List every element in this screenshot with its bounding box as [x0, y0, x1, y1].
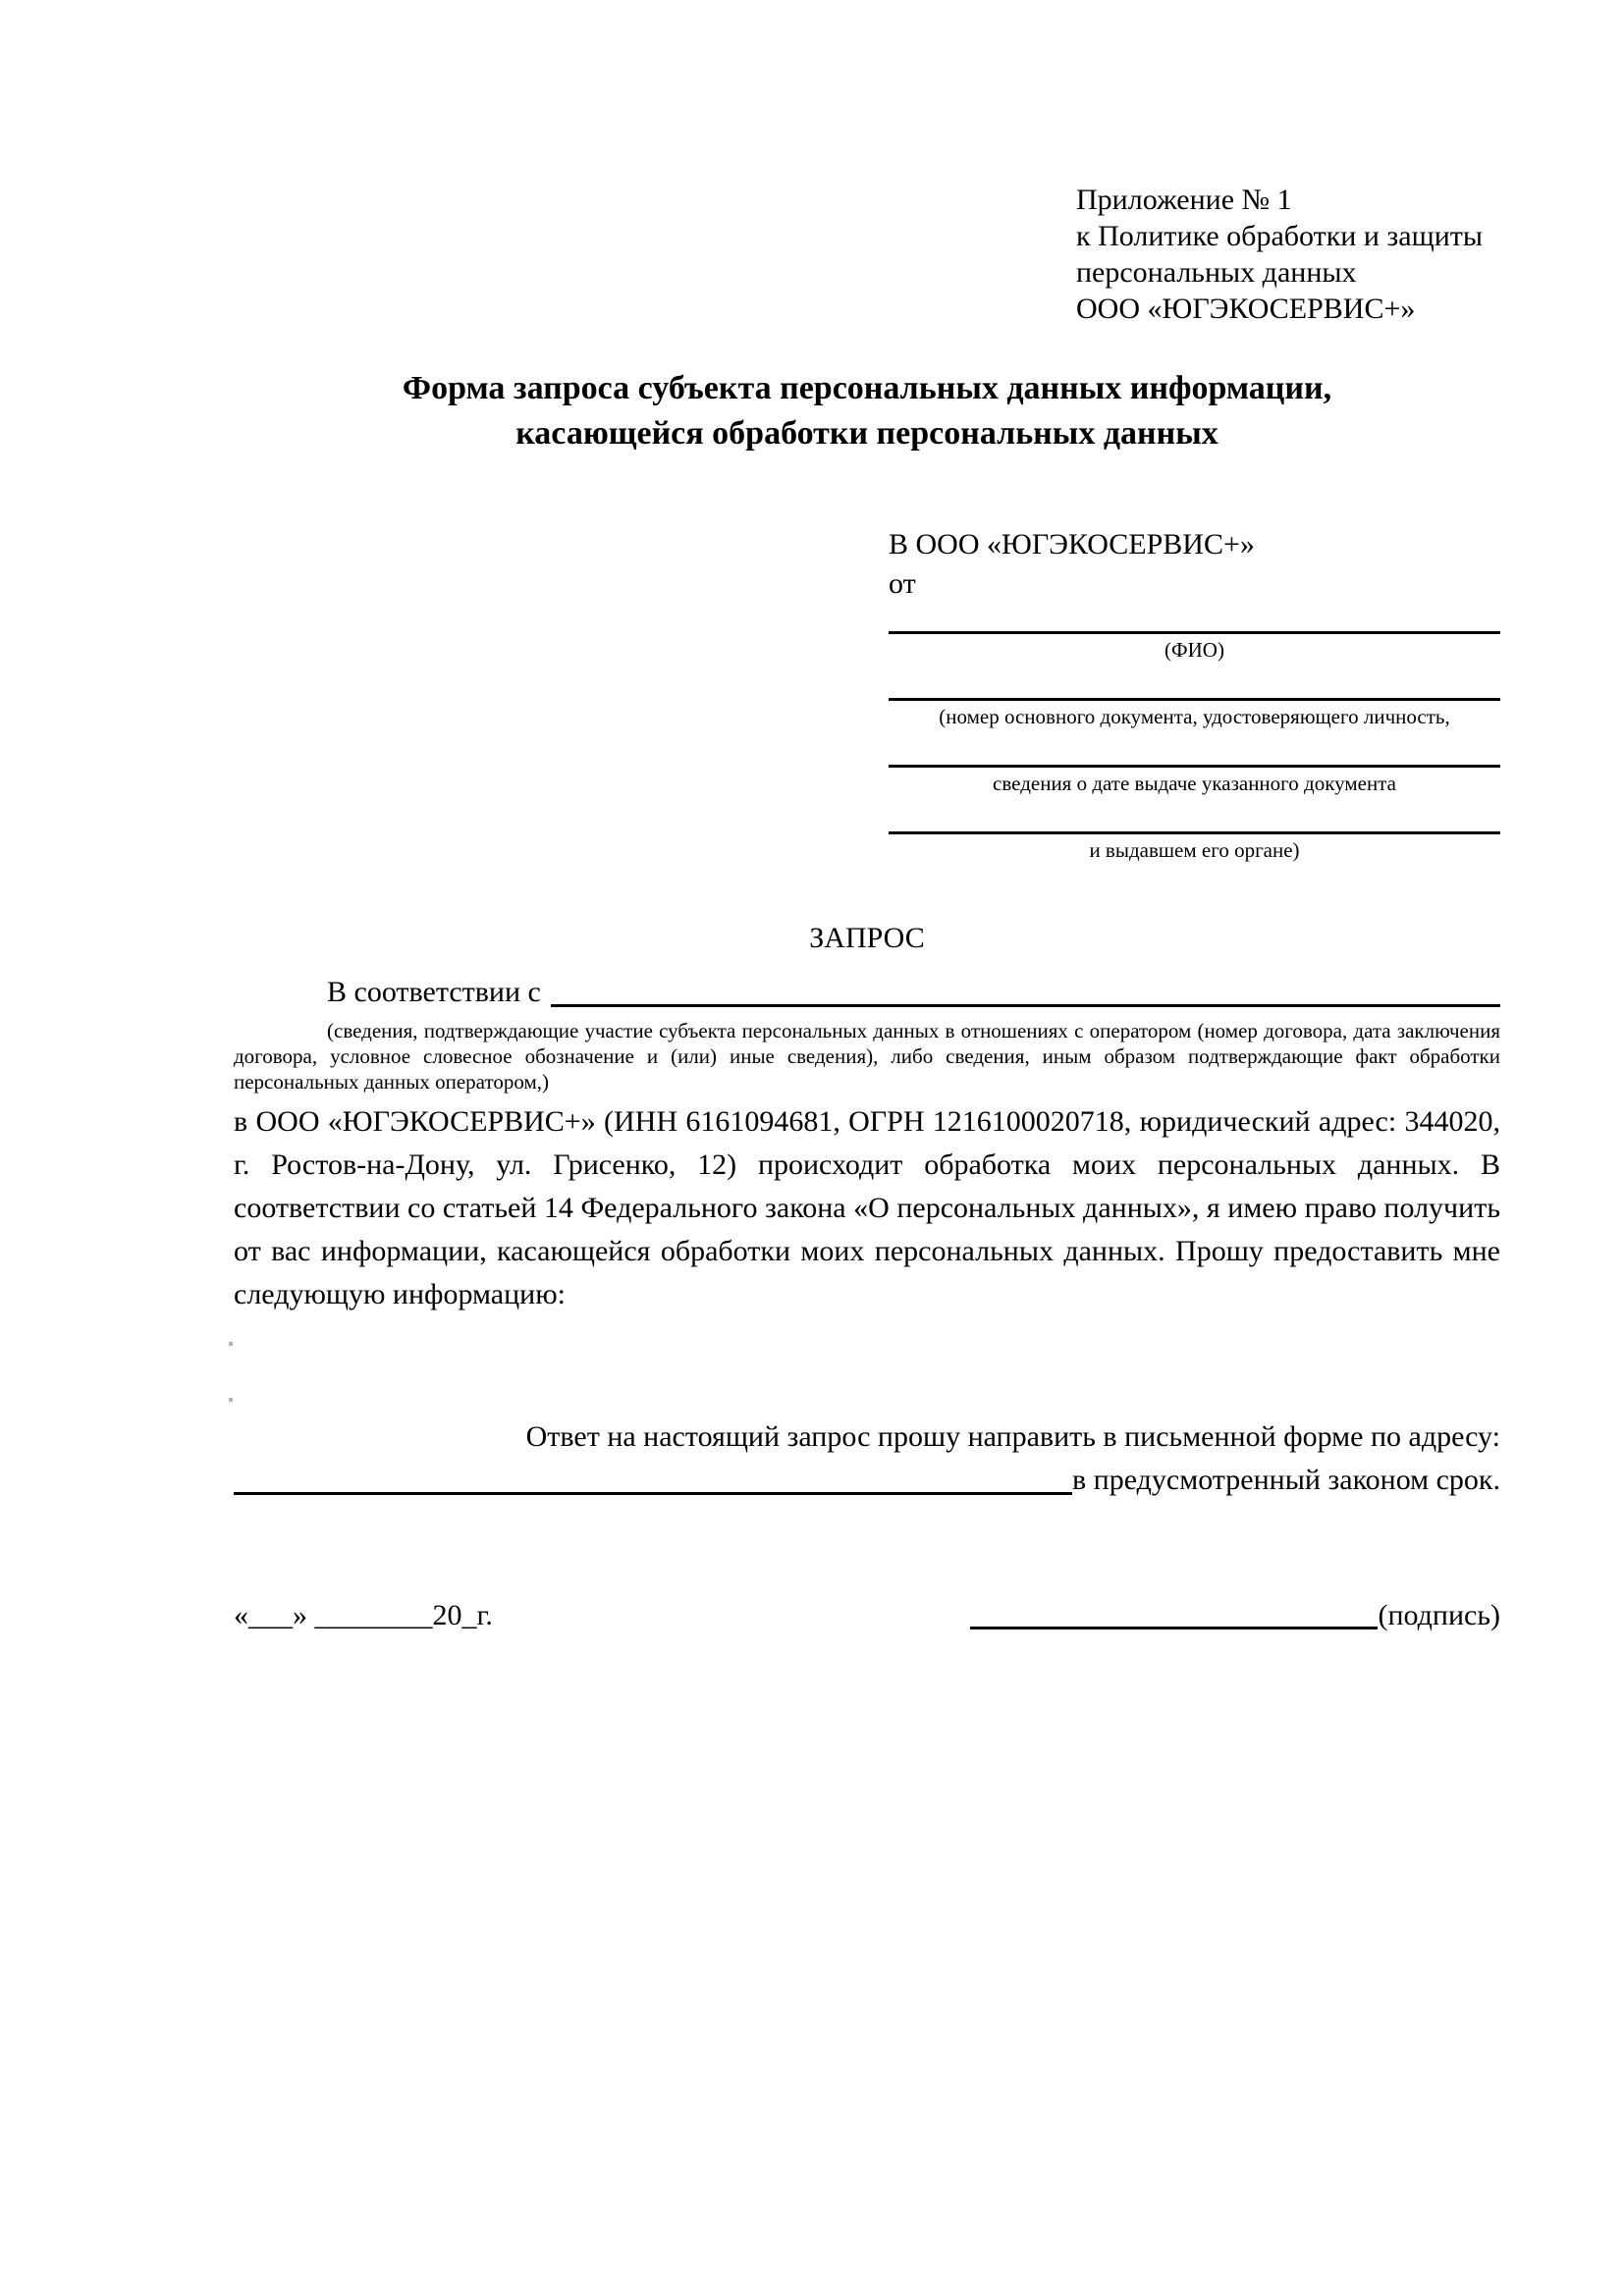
id-document-number-field [889, 684, 1500, 729]
request-intro-line [234, 973, 1500, 1012]
signature-area [970, 1596, 1500, 1635]
annex-line: Приложение № 1 [1076, 184, 1292, 216]
bullet-dot-icon [229, 1398, 233, 1402]
answer-address-line [234, 1459, 1500, 1502]
issue-date-caption: сведения о дате выдаче указанного документа [993, 772, 1396, 795]
id-document-number-blank-line [889, 684, 1500, 701]
fio-field [889, 617, 1500, 663]
annex-line: к Политике обработки и защиты [1076, 220, 1484, 252]
issuing-authority-field [889, 818, 1500, 863]
signature-caption: (подпись) [1378, 1599, 1500, 1631]
issuing-authority-caption: и выдавшем его органе) [1089, 838, 1300, 862]
page-title-line: Форма запроса субъекта персональных данных информации, [402, 370, 1332, 406]
bullet-dot-icon [229, 1342, 233, 1346]
page-title [234, 366, 1500, 456]
annex-line: ООО «ЮГЭКОСЕРВИС+» [1076, 293, 1416, 325]
id-document-number-caption: (номер основного документа, удостоверяющего личность, [939, 705, 1450, 728]
page-title-line: касающейся обработки персональных данных [515, 415, 1218, 452]
request-heading: ЗАПРОС [809, 922, 925, 954]
addressee-block [889, 525, 1500, 863]
signature-blank-line [970, 1627, 1378, 1629]
fio-caption: (ФИО) [1164, 638, 1224, 662]
answer-address-blank-line [234, 1459, 1072, 1495]
agreement-details-blank-line [551, 973, 1500, 1007]
request-intro-prefix: В соответствии с [327, 976, 541, 1008]
fio-blank-line [889, 617, 1500, 634]
annex-line: персональных данных [1076, 256, 1357, 289]
answer-line-suffix: в предусмотренный законом срок. [1072, 1464, 1500, 1496]
answer-request-line: Ответ на настоящий запрос прошу направить в письменной форме по адресу: [525, 1420, 1500, 1453]
date-blank: «___» ________20_г. [234, 1599, 493, 1631]
annex-reference-block [1076, 182, 1500, 327]
issuing-authority-blank-line [889, 818, 1500, 834]
fine-print-caption: (сведения, подтверждающие участие субъекта персональных данных в отношениях с оператором (номер договора, дата заключения договора, условное словесное обозначение и (или) иные сведения), либо сведения, иным образом подтверждающие факт обработки персональных данных оператором,) [234, 1019, 1500, 1094]
addressee-to: В ООО «ЮГЭКОСЕРВИС+» [889, 528, 1255, 561]
empty-bullet-list [234, 1342, 1500, 1402]
issue-date-field [889, 751, 1500, 796]
issue-date-blank-line [889, 751, 1500, 768]
date-signature-row [234, 1596, 1500, 1635]
addressee-from-label: от [889, 567, 916, 600]
request-body-paragraph: в ООО «ЮГЭКОСЕРВИС+» (ИНН 6161094681, ОГРН 1216100020718, юридический адрес: 344020, г. Ростов-на-Дону, ул. Грисенко, 12) происходит обработка моих персональных данных. В соответствии со статьей 14 Федерального закона «О персональных данных», я имею право получить от вас информации, касающейся обработки моих персональных данных. Прошу предоставить мне следующую информацию: [234, 1105, 1500, 1310]
